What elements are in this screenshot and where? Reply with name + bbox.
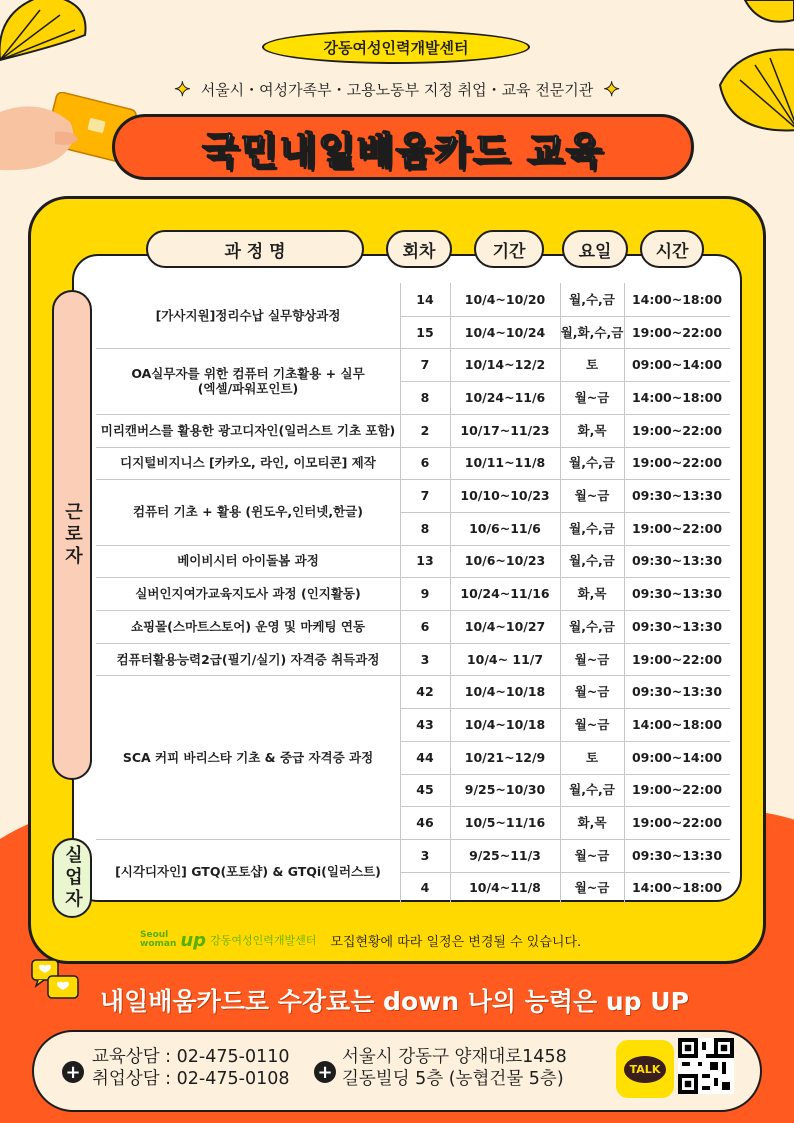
course-divider <box>96 675 730 676</box>
kakaotalk-label: TALK <box>624 1056 667 1083</box>
kakaotalk-icon[interactable] <box>616 1040 674 1098</box>
footer-note <box>140 928 660 952</box>
column-header-days-label: 요일 <box>578 241 612 262</box>
group-label-unemployed <box>52 838 92 918</box>
days-cell: 토 <box>585 749 599 765</box>
session-cell: 7 <box>420 488 430 504</box>
address-info <box>342 1046 567 1090</box>
days-cell: 월~금 <box>574 880 610 896</box>
main-title: 국민내일배움카드 교육 <box>201 128 605 173</box>
column-divider <box>560 283 561 904</box>
period-cell: 10/24~11/6 <box>464 389 546 405</box>
org-name-pill <box>262 30 530 64</box>
session-cell: 7 <box>420 357 430 373</box>
logo-woman: woman <box>140 939 177 949</box>
column-header-time <box>640 230 704 268</box>
phone-info <box>92 1046 289 1090</box>
session-cell: 4 <box>420 880 430 896</box>
org-name: 강동여성인력개발센터 <box>323 38 469 57</box>
column-header-session-label: 회차 <box>402 241 436 262</box>
logo-center-name: 강동여성인력개발센터 <box>210 934 317 947</box>
plus-icon: + <box>314 1061 336 1083</box>
days-cell: 월~금 <box>574 684 610 700</box>
period-cell: 9/25~11/3 <box>469 847 541 863</box>
main-title-banner <box>112 114 694 180</box>
session-cell: 43 <box>416 716 434 732</box>
column-header-period <box>474 230 544 268</box>
session-cell: 42 <box>416 684 434 700</box>
session-cell: 2 <box>420 422 430 438</box>
days-cell: 화,목 <box>577 815 607 831</box>
session-cell: 8 <box>420 389 430 405</box>
course-divider <box>96 643 730 644</box>
days-cell: 월,수,금 <box>569 618 615 634</box>
course-divider <box>96 447 730 448</box>
course-name: 컴퓨터 기초 + 활용 (윈도우,인터넷,한글) <box>133 504 363 520</box>
period-cell: 10/11~11/8 <box>464 455 546 471</box>
course-name: [시각디자인] GTQ(포토샵) & GTQi(일러스트) <box>115 864 381 880</box>
period-cell: 10/5~11/16 <box>464 815 546 831</box>
schedule-notice: 모집현황에 따라 일정은 변경될 수 있습니다. <box>330 934 582 950</box>
time-cell: 09:30~13:30 <box>631 553 723 569</box>
period-cell: 10/6~11/6 <box>469 520 541 536</box>
session-cell: 46 <box>416 815 434 831</box>
time-cell: 14:00~18:00 <box>631 389 723 405</box>
address-line-2: 길동빌딩 5층 (농협건물 5층) <box>342 1069 564 1089</box>
slogan-text: 내일배움카드로 수강료는 down 나의 능력은 up UP <box>100 987 689 1016</box>
group-label-employed-text: 근로자 <box>62 502 83 568</box>
qr-code-icon[interactable] <box>678 1038 734 1094</box>
session-cell: 9 <box>420 586 430 602</box>
days-cell: 월~금 <box>574 847 610 863</box>
sparkle-icon: ✦ <box>603 77 621 101</box>
chat-heart-icon <box>30 958 82 1004</box>
session-cell: 3 <box>420 651 430 667</box>
days-cell: 화,목 <box>577 586 607 602</box>
course-divider <box>96 610 730 611</box>
period-cell: 10/4~ 11/7 <box>466 651 544 667</box>
session-cell: 45 <box>416 782 434 798</box>
time-cell: 09:30~13:30 <box>631 618 723 634</box>
time-cell: 14:00~18:00 <box>631 716 723 732</box>
period-cell: 10/4~11/8 <box>469 880 541 896</box>
time-cell: 19:00~22:00 <box>631 455 723 471</box>
logo-seoul: Seoul <box>140 930 169 940</box>
subtitle <box>0 76 794 102</box>
days-cell: 화,목 <box>577 422 607 438</box>
session-cell: 44 <box>416 749 434 765</box>
sparkle-icon: ✦ <box>173 77 191 101</box>
days-cell: 월,수,금 <box>569 520 615 536</box>
logo-up: up <box>180 929 207 951</box>
edu-phone[interactable]: 교육상담 : 02-475-0110 <box>92 1047 290 1067</box>
time-cell: 19:00~22:00 <box>631 422 723 438</box>
days-cell: 월~금 <box>574 716 610 732</box>
job-phone[interactable]: 취업상담 : 02-475-0108 <box>92 1069 290 1089</box>
column-header-time-label: 시간 <box>655 241 689 262</box>
group-label-unemployed-text: 실업자 <box>62 845 83 911</box>
course-name: 쇼핑몰(스마트스토어) 운영 및 마케팅 연동 <box>130 618 366 634</box>
time-cell: 19:00~22:00 <box>631 520 723 536</box>
ginkgo-leaf-icon <box>0 0 100 70</box>
center-logo <box>140 930 316 951</box>
period-cell: 10/4~10/18 <box>464 716 546 732</box>
column-header-session <box>386 230 452 268</box>
period-cell: 9/25~10/30 <box>464 782 546 798</box>
column-header-course-label: 과 정 명 <box>224 241 286 262</box>
slogan <box>100 980 740 1020</box>
session-cell: 14 <box>416 291 434 307</box>
period-cell: 10/24~11/16 <box>460 586 550 602</box>
session-cell: 6 <box>420 618 430 634</box>
days-cell: 월~금 <box>574 488 610 504</box>
period-cell: 10/6~10/23 <box>464 553 546 569</box>
period-cell: 10/4~10/27 <box>464 618 546 634</box>
plus-icon: + <box>62 1061 84 1083</box>
group-label-employed <box>52 290 92 780</box>
course-name: OA실무자를 위한 컴퓨터 기초활용 + 실무 (엑셀/파워포인트) <box>131 366 365 397</box>
column-header-course <box>146 230 364 268</box>
days-cell: 월,수,금 <box>569 291 615 307</box>
days-cell: 월~금 <box>574 389 610 405</box>
time-cell: 14:00~18:00 <box>631 880 723 896</box>
days-cell: 월,수,금 <box>569 553 615 569</box>
session-cell: 15 <box>416 324 434 340</box>
session-cell: 13 <box>416 553 434 569</box>
column-divider <box>624 283 625 904</box>
column-header-period-label: 기간 <box>492 241 526 262</box>
course-name: 컴퓨터활용능력2급(필기/실기) 자격증 취득과정 <box>116 651 380 667</box>
session-cell: 6 <box>420 455 430 471</box>
days-cell: 토 <box>585 357 599 373</box>
period-cell: 10/14~12/2 <box>464 357 546 373</box>
days-cell: 월,수,금 <box>569 455 615 471</box>
days-cell: 월~금 <box>574 651 610 667</box>
time-cell: 19:00~22:00 <box>631 815 723 831</box>
column-header-days <box>562 230 628 268</box>
time-cell: 09:00~14:00 <box>631 357 723 373</box>
days-cell: 월,수,금 <box>569 782 615 798</box>
period-cell: 10/21~12/9 <box>464 749 546 765</box>
ginkgo-leaf-icon <box>740 0 794 30</box>
time-cell: 09:30~13:30 <box>631 586 723 602</box>
time-cell: 19:00~22:00 <box>631 651 723 667</box>
course-name: [가사지원]정리수납 실무향상과정 <box>155 308 341 324</box>
time-cell: 19:00~22:00 <box>631 324 723 340</box>
session-cell: 8 <box>420 520 430 536</box>
address-line-1: 서울시 강동구 양재대로1458 <box>342 1047 567 1067</box>
course-divider <box>96 348 730 349</box>
course-name: SCA 커피 바리스타 기초 & 중급 자격증 과정 <box>122 749 374 765</box>
session-cell: 3 <box>420 847 430 863</box>
course-divider <box>96 414 730 415</box>
course-name: 실버인지여가교육지도사 과정 (인지활동) <box>135 586 361 602</box>
course-name: 디지털비지니스 [카카오, 라인, 이모티콘] 제작 <box>120 455 376 471</box>
course-divider <box>96 839 730 840</box>
time-cell: 09:00~14:00 <box>631 749 723 765</box>
course-divider <box>96 479 730 480</box>
subtitle-text: 서울시・여성가족부・고용노동부 지정 취업・교육 전문기관 <box>200 80 594 99</box>
column-divider <box>450 283 451 904</box>
period-cell: 10/4~10/24 <box>464 324 546 340</box>
course-name: 베이비시터 아이돌봄 과정 <box>177 553 319 569</box>
time-cell: 09:30~13:30 <box>631 488 723 504</box>
period-cell: 10/10~10/23 <box>460 488 550 504</box>
time-cell: 09:30~13:30 <box>631 847 723 863</box>
column-divider <box>400 283 401 904</box>
course-divider <box>96 545 730 546</box>
time-cell: 14:00~18:00 <box>631 291 723 307</box>
time-cell: 19:00~22:00 <box>631 782 723 798</box>
course-name: 미리캔버스를 활용한 광고디자인(일러스트 기초 포함) <box>100 422 396 438</box>
course-divider <box>96 577 730 578</box>
days-cell: 월,화,수,금 <box>560 324 624 340</box>
time-cell: 09:30~13:30 <box>631 684 723 700</box>
period-cell: 10/4~10/18 <box>464 684 546 700</box>
period-cell: 10/17~11/23 <box>460 422 550 438</box>
period-cell: 10/4~10/20 <box>464 291 546 307</box>
